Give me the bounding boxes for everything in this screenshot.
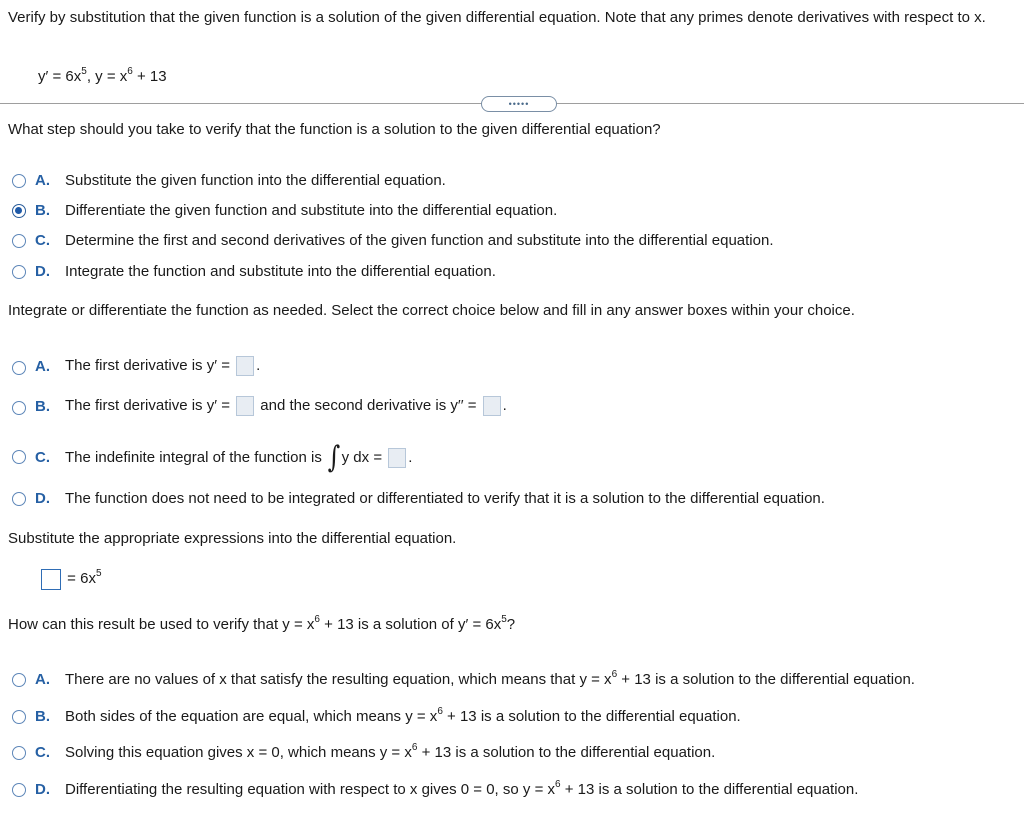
second-derivative-answer-box[interactable] xyxy=(483,396,501,416)
q4-option-c-radio[interactable] xyxy=(12,746,26,760)
q4-option-b-letter: B. xyxy=(35,708,50,725)
substitution-answer-box[interactable] xyxy=(41,569,61,590)
problem-instructions: Verify by substitution that the given function is a solution of the given differential equation. Note that any primes denote derivatives with respect to x. xyxy=(8,9,986,26)
q1-option-a-text[interactable]: Substitute the given function into the differential equation. xyxy=(65,172,446,189)
q2-option-a-text[interactable]: The first derivative is y′ = . xyxy=(65,353,260,379)
q4-option-b-radio[interactable] xyxy=(12,710,26,724)
q1-option-d-text[interactable]: Integrate the function and substitute into the differential equation. xyxy=(65,263,496,280)
q2-option-b-text[interactable]: The first derivative is y′ = and the second derivative is y′′ = . xyxy=(65,393,507,419)
q4-option-d-radio[interactable] xyxy=(12,783,26,797)
q2-option-d-radio[interactable] xyxy=(12,492,26,506)
q4-option-c-text[interactable]: Solving this equation gives x = 0, which means $y = x^6 + 13$ is a solution to the differential equation. xyxy=(65,742,716,761)
q1-option-b-radio[interactable] xyxy=(12,204,26,218)
q4-option-a-radio[interactable] xyxy=(12,673,26,687)
q1-option-c-letter: C. xyxy=(35,232,50,249)
first-derivative-answer-box-b[interactable] xyxy=(236,396,254,416)
q2-option-b-letter: B. xyxy=(35,398,50,415)
expand-button[interactable] xyxy=(481,96,557,112)
q1-option-b-letter: B. xyxy=(35,202,50,219)
q1-option-b-text[interactable]: Differentiate the given function and substitute into the differential equation. xyxy=(65,202,558,219)
q4-option-a-letter: A. xyxy=(35,671,50,688)
given-equation: $y' = 6x^5$, $y = x^6 + 13$ xyxy=(38,66,167,85)
q4-option-b-text[interactable]: Both sides of the equation are equal, which means $y = x^6 + 13$ is a solution to the differential equation. xyxy=(65,706,741,725)
q1-option-c-radio[interactable] xyxy=(12,234,26,248)
question-4-prompt: How can this result be used to verify that $y = x^6 + 13$ is a solution of $y' = 6x^5$? xyxy=(8,614,516,633)
q2-option-a-radio[interactable] xyxy=(12,361,26,375)
q4-option-d-letter: D. xyxy=(35,781,50,798)
q2-option-c-text[interactable]: The indefinite integral of the function is ∫ y dx = . xyxy=(65,440,413,476)
question-1-prompt: What step should you take to verify that the function is a solution to the given differential equation? xyxy=(8,121,661,138)
q4-option-d-text[interactable]: Differentiating the resulting equation with respect to x gives 0 = 0, so $y = x^6 + 13$ is a solution to the differential equation. xyxy=(65,779,859,798)
first-derivative-answer-box[interactable] xyxy=(236,356,254,376)
substitution-equation: = $6x^5$ xyxy=(39,567,102,593)
q1-option-a-radio[interactable] xyxy=(12,174,26,188)
question-2-prompt: Integrate or differentiate the function as needed. Select the correct choice below and fill in any answer boxes within your choice. xyxy=(8,302,855,319)
q4-option-a-text[interactable]: There are no values of x that satisfy the resulting equation, which means that $y = x^6 + 13$ is a solution to the differential equation. xyxy=(65,669,915,688)
q2-option-c-radio[interactable] xyxy=(12,450,26,464)
q2-option-d-letter: D. xyxy=(35,490,50,507)
q2-option-c-letter: C. xyxy=(35,449,50,466)
q4-option-c-letter: C. xyxy=(35,744,50,761)
integral-sign: ∫ xyxy=(327,440,341,476)
q1-option-d-radio[interactable] xyxy=(12,265,26,279)
q1-option-a-letter: A. xyxy=(35,172,50,189)
q2-option-d-text[interactable]: The function does not need to be integrated or differentiated to verify that it is a solution to the differential equation. xyxy=(65,490,825,507)
q1-option-d-letter: D. xyxy=(35,263,50,280)
integral-answer-box[interactable] xyxy=(388,448,406,468)
q1-option-c-text[interactable]: Determine the first and second derivatives of the given function and substitute into the differential equation. xyxy=(65,232,774,249)
q2-option-b-radio[interactable] xyxy=(12,401,26,415)
q2-option-a-letter: A. xyxy=(35,358,50,375)
ellipsis-icon: ••••• xyxy=(508,98,530,109)
question-3-prompt: Substitute the appropriate expressions into the differential equation. xyxy=(8,530,457,547)
